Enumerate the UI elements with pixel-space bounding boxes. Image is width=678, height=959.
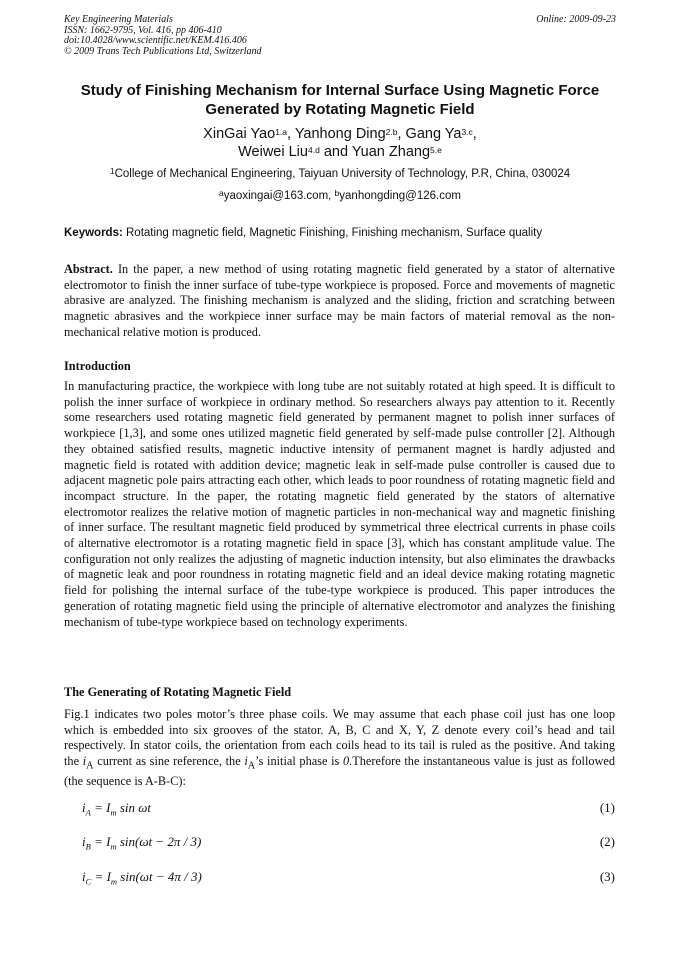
author-separator: ,: [287, 126, 295, 142]
email-mark: a: [219, 188, 224, 198]
doi-line: doi:10.4028/www.scientific.net/KEM.416.406: [64, 35, 247, 47]
eq-rhs: sin ωt: [116, 800, 152, 815]
equation-number: (2): [599, 834, 615, 849]
equation-expression: [82, 800, 151, 818]
author-name: Yuan Zhang: [351, 144, 431, 160]
variable: i: [82, 754, 87, 769]
text-run: Fig.1 indicates two poles motor’s three phase coils. We may assume that each phase coil just has one loop which is embedded into six grooves of the stator. A, B, C and X, Y, Z denote every coil’s head and tail respectively. In stator coils, the orientation from each coils head to its tail is ruled as the positive. And taking the: [64, 707, 615, 769]
author-separator: and: [319, 144, 352, 160]
eq-rhs: sin(ωt − 4π / 3): [117, 869, 202, 884]
eq-lhs-sub: B: [85, 841, 91, 852]
eq-mid: = I: [90, 800, 111, 815]
author-separator: ,: [472, 126, 477, 142]
eq-mid: = I: [91, 869, 111, 884]
journal-header: [64, 15, 616, 57]
author-affil-mark: 5.e: [430, 145, 442, 155]
eq-mid-sub: m: [110, 841, 117, 852]
eq-rhs: sin(ωt − 2π / 3): [116, 834, 202, 849]
author-list: [60, 125, 620, 161]
section-text: [64, 707, 615, 790]
text-run: .Therefore the instantaneous value is just as followed (the sequence is A-B-C):: [64, 754, 615, 789]
keywords-text: Rotating magnetic field, Magnetic Finishing, Finishing mechanism, Surface quality: [126, 227, 543, 239]
equation-2: [82, 834, 615, 854]
author-name: Weiwei Liu: [238, 144, 308, 160]
email-link[interactable]: yaoxingai@163.com: [223, 190, 329, 202]
paper-title: Study of Finishing Mechanism for Internal Surface Using Magnetic Force Generated by Rotating Magnetic Field: [80, 82, 600, 118]
eq-lhs-sub: A: [85, 807, 91, 818]
abstract: [64, 262, 615, 341]
eq-lhs: i: [82, 869, 86, 884]
keywords: [64, 227, 616, 239]
author-affil-mark: 4.d: [307, 145, 320, 155]
issn-line: ISSN: 1662-9795, Vol. 416, pp 406-410: [64, 24, 222, 36]
affiliation: [60, 168, 620, 180]
author-emails: $^a$yaoxingai@163.com, $^b$yanhongding@126.com: [219, 188, 461, 202]
equation-expression: [82, 834, 201, 852]
eq-lhs-sub: C: [85, 876, 92, 887]
eq-lhs: i: [82, 800, 86, 815]
abstract-text: In the paper, a new method of using rotating magnetic field generated by a stator of alternative electromotor to finish the inner surface of tube-type workpiece is proposed. Force and movements of magnetic abrasive are analyzed. The finishing mechanism is analyzed and the sliding, friction and scratching between magnetic abrasives and the workpiece inner surface may be main factors of material removal as the non-mechanical relative motion is produced.: [64, 262, 615, 339]
author-name: XinGai Yao: [203, 126, 276, 142]
author-affil-mark: 2.b: [385, 127, 398, 137]
author-affil-mark: 1.a: [275, 127, 288, 137]
online-date: Online: 2009-09-23: [536, 14, 616, 25]
initial-phase: 0: [343, 754, 350, 769]
introduction-heading: Introduction: [64, 359, 131, 373]
equation-3: [82, 869, 615, 889]
equation-number: (1): [599, 800, 615, 815]
variable-subscript: A: [247, 760, 256, 772]
affiliation-mark: 1: [109, 166, 115, 176]
equation-expression: [82, 869, 202, 887]
section-heading: The Generating of Rotating Magnetic Field: [64, 685, 292, 699]
author-name: Yanhong Ding: [294, 126, 386, 142]
variable-subscript: A: [86, 760, 94, 772]
eq-mid: = I: [90, 834, 111, 849]
equation-number: (3): [599, 869, 615, 884]
author-separator: ,: [397, 126, 406, 142]
text-run: current as sine reference, the: [93, 754, 245, 769]
eq-mid-sub: m: [110, 807, 117, 818]
keywords-label: Keywords:: [64, 227, 123, 239]
email-link[interactable]: yanhongding@126.com: [339, 190, 461, 202]
journal-name: Key Engineering Materials: [64, 14, 173, 25]
introduction-text: In manufacturing practice, the workpiece with long tube are not suitably rotated at high speed. It is difficult to polish the inner surface of workpiece in ordinary method. So researchers always pay attention to it. Recently some researchers used rotating magnetic field generated by permanent magnet to polish inner surfaces of workpiece [1,3], and some ones utilized magnetic field generated by self-made pulse controller [2]. Although they obtained satisfied results, magnetic inductive intensity of permanent magnet is hardly adjusted and magnetic field is rotated with addition device; magnetic leak in self-made pulse controller is caused due to adjacent magnetic pole pairs attracting each other, which leads to poor roundness of rotating magnetic field and incompact structure. In the paper, the rotating magnetic field generated by the stators of alternative electromotor realizes the relative motion of magnetic particles in non-mechanical way and magnetic finishing of inner surface. The resultant magnetic field produced by symmetrical three electrical currents in phase coils of alternative electromotor is a rotating magnetic field in space [3], which has constant amplitude value. The configuration not only realizes the adjusting of magnetic induction intensity, but also eliminates the drawbacks of magnetic leak and poor roundness in rotating magnetic field and an ideal device making rotating magnetic field for polishing the internal surface of the tube-type workpiece is produced. This paper introduces the generation of rotating magnetic field using the principle of alternative electromotor and analyzes the finishing mechanism of tube-type workpiece based on technology experiments.: [64, 379, 615, 629]
eq-mid-sub: m: [110, 876, 118, 887]
email-mark: b: [334, 188, 340, 198]
copyright-line: © 2009 Trans Tech Publications Ltd, Switzerland: [64, 45, 262, 57]
text-run: ’s initial phase is: [255, 754, 343, 769]
abstract-label: Abstract.: [64, 262, 113, 276]
affiliation-text: College of Mechanical Engineering, Taiyuan University of Technology, P.R, China, 030024: [114, 168, 571, 180]
author-affil-mark: 3.c: [461, 127, 473, 137]
equation-1: [82, 800, 615, 820]
author-name: Gang Ya: [405, 126, 462, 142]
variable: i: [244, 754, 248, 769]
eq-lhs: i: [82, 834, 86, 849]
